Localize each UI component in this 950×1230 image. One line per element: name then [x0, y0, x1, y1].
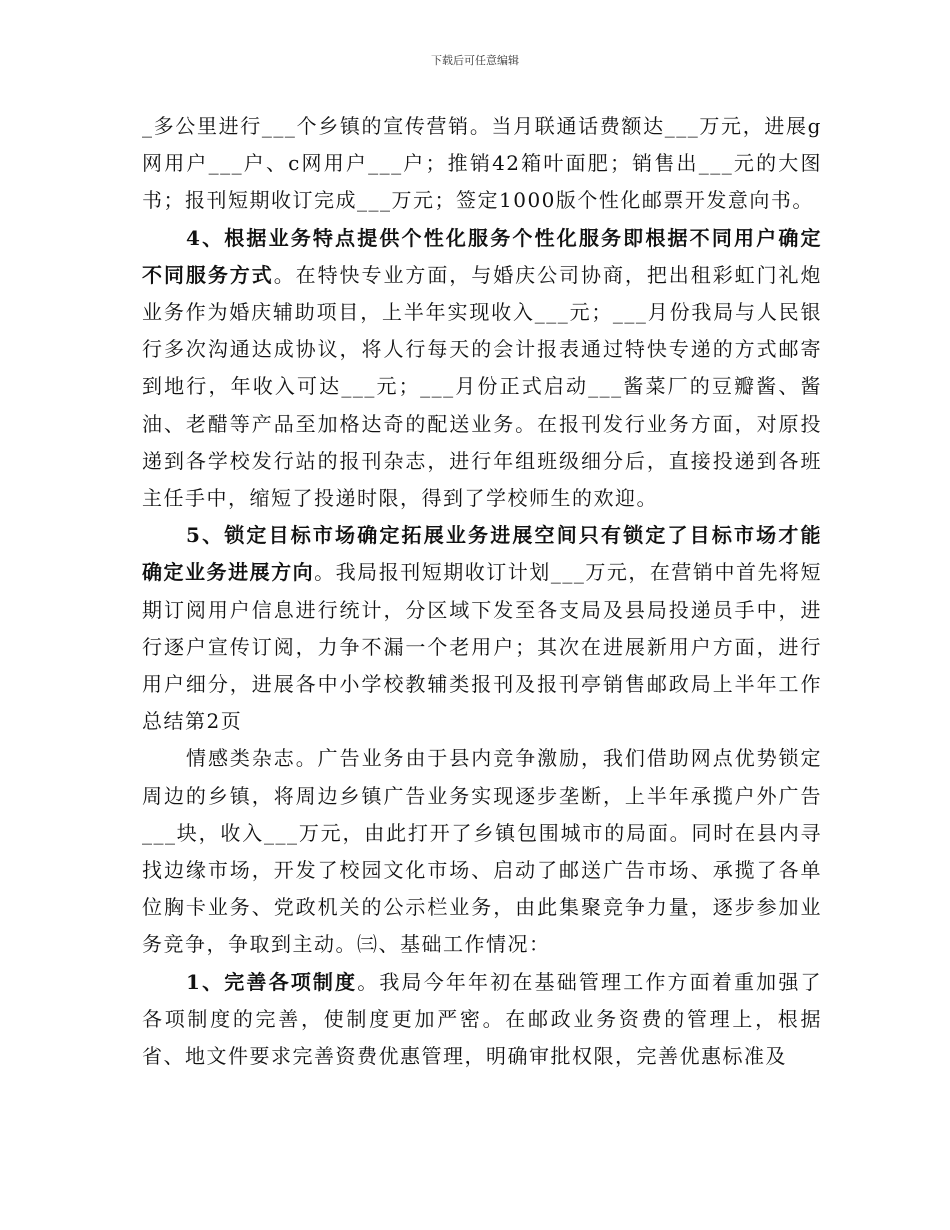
paragraph-1-text: _多公里进行___个乡镇的宣传营销。当月联通话费额达___万元，进展g网用户___户、c网用户___户；推销42箱叶面肥；销售出___元的大图书；报刊短期收订完成___万元；签定1000版个性化邮票开发意向书。	[142, 114, 822, 213]
document-body	[142, 108, 822, 1075]
paragraph-4-text: 情感类杂志。广告业务由于县内竞争激励，我们借助网点优势锁定周边的乡镇，将周边乡镇广告业务实现逐步垄断，上半年承揽户外广告___块，收入___万元，由此打开了乡镇包围城市的局面。同时在县内寻找边缘市场，开发了校园文化市场、启动了邮送广告市场、承揽了各单位胸卡业务、党政机关的公示栏业务，由此集聚竞争力量，逐步参加业务竞争，争取到主动。㈢、基础工作情况：	[142, 746, 822, 957]
paragraph-1	[142, 108, 822, 220]
paragraph-3-heading: 5、锁定目标市场确定拓展业务进展空间只有锁定了目标市场才能确定业务进展方向	[142, 523, 822, 585]
paragraph-5	[142, 964, 822, 1076]
paragraph-3	[142, 517, 822, 740]
paragraph-2-text: 。在特快专业方面，与婚庆公司协商，把出租彩虹门礼炮业务作为婚庆辅助项目，上半年实现收入___元；___月份我局与人民银行多次沟通达成协议，将人行每天的会计报表通过特快专递的方式邮寄到地行，年收入可达___元；___月份正式启动___酱菜厂的豆瓣酱、酱油、老醋等产品至加格达奇的配送业务。在报刊发行业务方面，对原投递到各学校发行站的报刊杂志，进行年组班级细分后，直接投递到各班主任手中，缩短了投递时限，得到了学校师生的欢迎。	[142, 262, 823, 511]
paragraph-5-heading: 1、完善各项制度	[186, 969, 358, 994]
paragraph-3-text: 。我局报刊短期收订计划___万元，在营销中首先将短期订阅用户信息进行统计，分区域下发至各支局及县局投递员手中，进行逐户宣传订阅，力争不漏一个老用户；其次在进展新用户方面，进行用户细分，进展各中小学校教辅类报刊及报刊亭销售邮政局上半年工作总结第2页	[142, 560, 823, 734]
page-header: 下载后可任意编辑	[431, 54, 519, 67]
paragraph-4	[142, 740, 822, 963]
paragraph-5-text: 。我局今年年初在基础管理工作方面着重加强了各项制度的完善，使制度更加严密。在邮政业务资费的管理上，根据省、地文件要求完善资费优惠管理，明确审批权限，完善优惠标准及	[142, 969, 823, 1069]
paragraph-2-heading: 4、根据业务特点提供个性化服务个性化服务即根据不同用户确定不同服务方式	[142, 225, 822, 287]
paragraph-2	[142, 220, 822, 518]
